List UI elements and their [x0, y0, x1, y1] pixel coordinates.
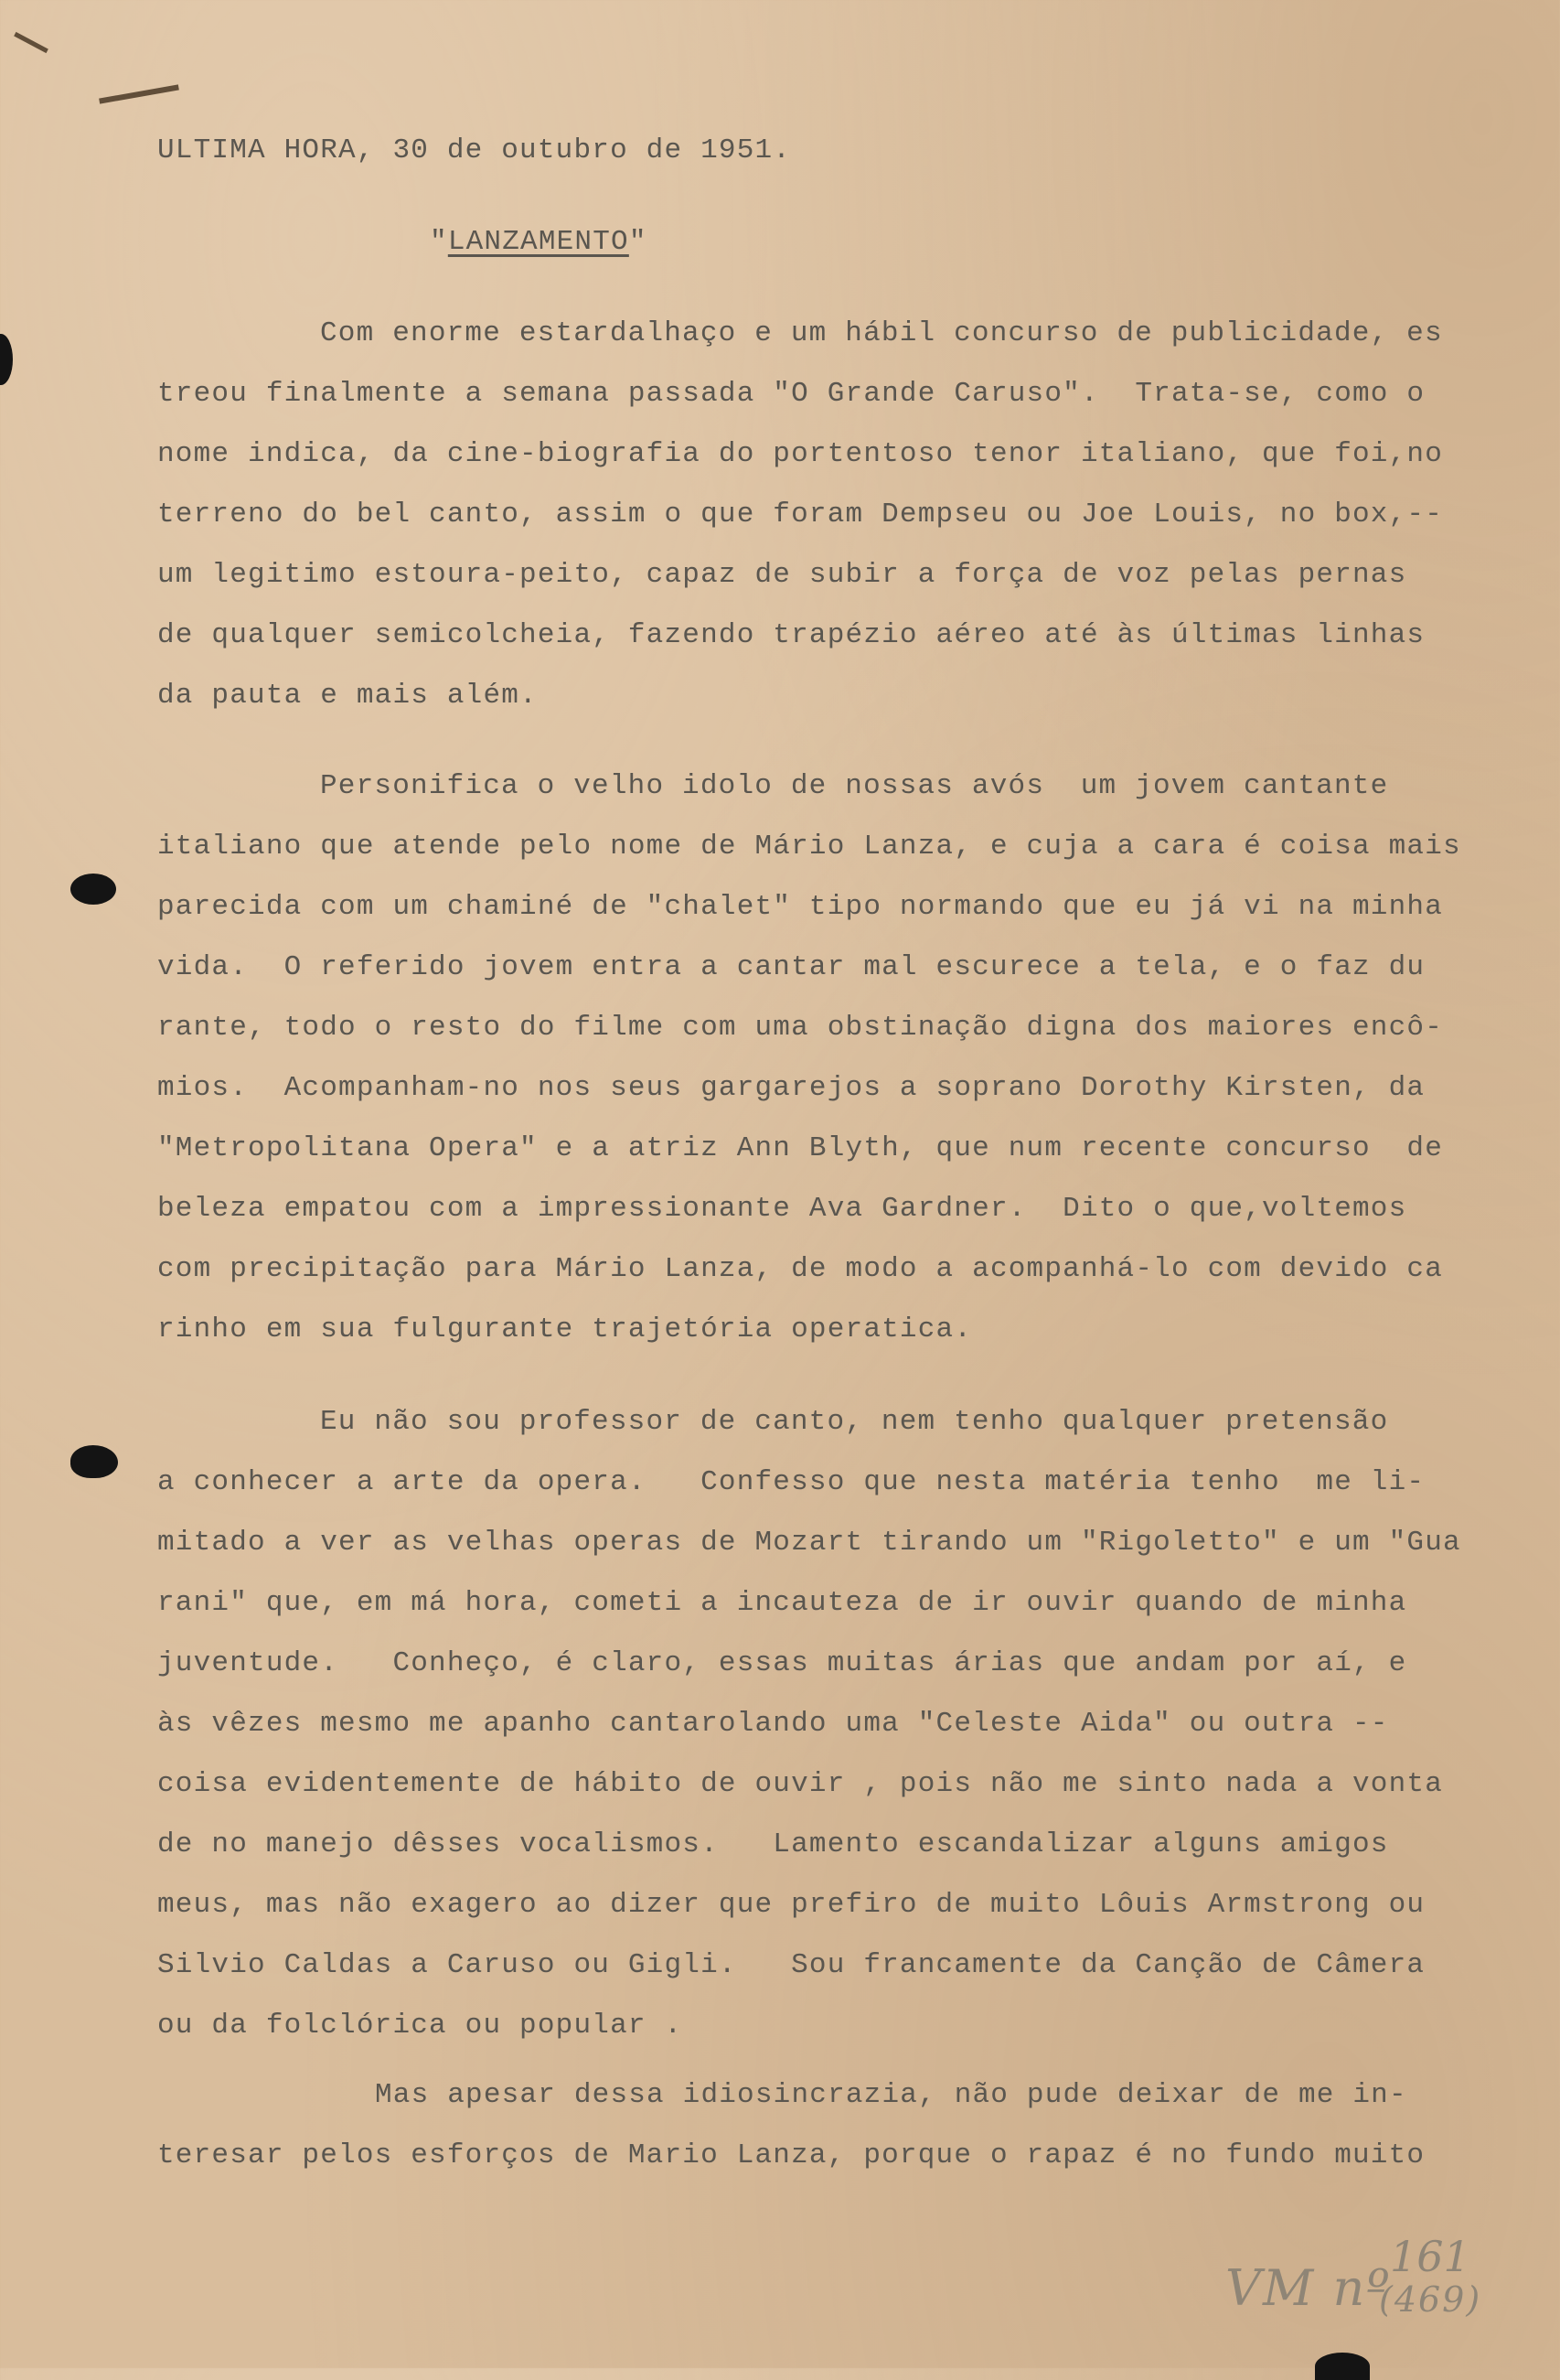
text-line: italiano que atende pelo nome de Mário Lanza, e cuja a cara é coisa mais — [157, 831, 1461, 863]
document-header: ULTIMA HORA, 30 de outubro de 1951. — [157, 134, 792, 166]
text-line: meus, mas não exagero ao dizer que prefiro de muito Lôuis Armstrong ou — [157, 1889, 1426, 1921]
text-line: mitado a ver as velhas operas de Mozart tirando um "Rigoletto" e um "Gua — [157, 1527, 1461, 1559]
text-line: parecida com um chaminé de "chalet" tipo normando que eu já vi na minha — [157, 891, 1444, 923]
title-quote-open: " — [430, 226, 448, 258]
text-line: teresar pelos esforços de Mario Lanza, porque o rapaz é no fundo muito — [157, 2139, 1426, 2171]
text-line: mios. Acompanham-no nos seus gargarejos a soprano Dorothy Kirsten, da — [157, 1072, 1426, 1104]
document-title — [430, 224, 647, 261]
text-line: de qualquer semicolcheia, fazendo trapézio aéreo até às últimas linhas — [157, 619, 1426, 651]
punch-hole — [70, 1445, 118, 1478]
annotation-subnumber: (469) — [1379, 2279, 1482, 2320]
punch-hole — [0, 334, 13, 385]
text-line: um legitimo estoura-peito, capaz de subir a força de voz pelas pernas — [157, 559, 1407, 591]
text-line: juventude. Conheço, é claro, essas muitas árias que andam por aí, e — [157, 1647, 1407, 1679]
text-line: Com enorme estardalhaço e um hábil concurso de publicidade, es — [320, 317, 1443, 349]
text-line: rani" que, em má hora, cometi a incauteza de ir ouvir quando de minha — [157, 1587, 1407, 1619]
annotation-number: 161 — [1390, 2232, 1470, 2281]
text-line: rante, todo o resto do filme com uma obstinação digna dos maiores encô- — [157, 1012, 1444, 1044]
title-quote-close: " — [628, 226, 647, 258]
ink-smudge — [99, 84, 179, 103]
text-line: a conhecer a arte da opera. Confesso que nesta matéria tenho me li- — [157, 1466, 1426, 1498]
text-line: beleza empatou com a impressionante Ava Gardner. Dito o que,voltemos — [157, 1193, 1407, 1225]
text-line: Silvio Caldas a Caruso ou Gigli. Sou francamente da Canção de Câmera — [157, 1949, 1426, 1981]
text-line: Mas apesar dessa idiosincrazia, não pude deixar de me in- — [375, 2079, 1407, 2111]
text-line: com precipitação para Mário Lanza, de modo a acompanhá-lo com devido ca — [157, 1253, 1444, 1285]
text-line: às vêzes mesmo me apanho cantarolando uma "Celeste Aida" ou outra -- — [157, 1708, 1389, 1740]
annotation-prefix: VM nº — [1225, 2259, 1392, 2317]
ink-smudge — [14, 32, 48, 53]
handwritten-archive-reference — [1225, 2232, 1518, 2342]
title-text: LANZAMENTO — [447, 226, 629, 258]
punch-hole — [1315, 2353, 1370, 2380]
text-line: terreno do bel canto, assim o que foram Dempseu ou Joe Louis, no box,-- — [157, 499, 1444, 531]
text-line: Eu não sou professor de canto, nem tenho qualquer pretensão — [320, 1406, 1389, 1438]
text-line: nome indica, da cine-biografia do portentoso tenor italiano, que foi,no — [157, 438, 1444, 470]
text-line: rinho em sua fulgurante trajetória operatica. — [157, 1313, 973, 1345]
text-line: coisa evidentemente de hábito de ouvir , pois não me sinto nada a vonta — [157, 1768, 1444, 1800]
text-line: treou finalmente a semana passada "O Grande Caruso". Trata-se, como o — [157, 378, 1426, 410]
text-line: vida. O referido jovem entra a cantar mal escurece a tela, e o faz du — [157, 951, 1426, 983]
text-line: da pauta e mais além. — [157, 680, 538, 712]
text-line: Personifica o velho idolo de nossas avós um jovem cantante — [320, 770, 1389, 802]
text-line: "Metropolitana Opera" e a atriz Ann Blyth, que num recente concurso de — [157, 1132, 1444, 1164]
text-line: ou da folclórica ou popular . — [157, 2010, 683, 2042]
text-line: de no manejo dêsses vocalismos. Lamento escandalizar alguns amigos — [157, 1828, 1389, 1860]
punch-hole — [70, 874, 116, 905]
